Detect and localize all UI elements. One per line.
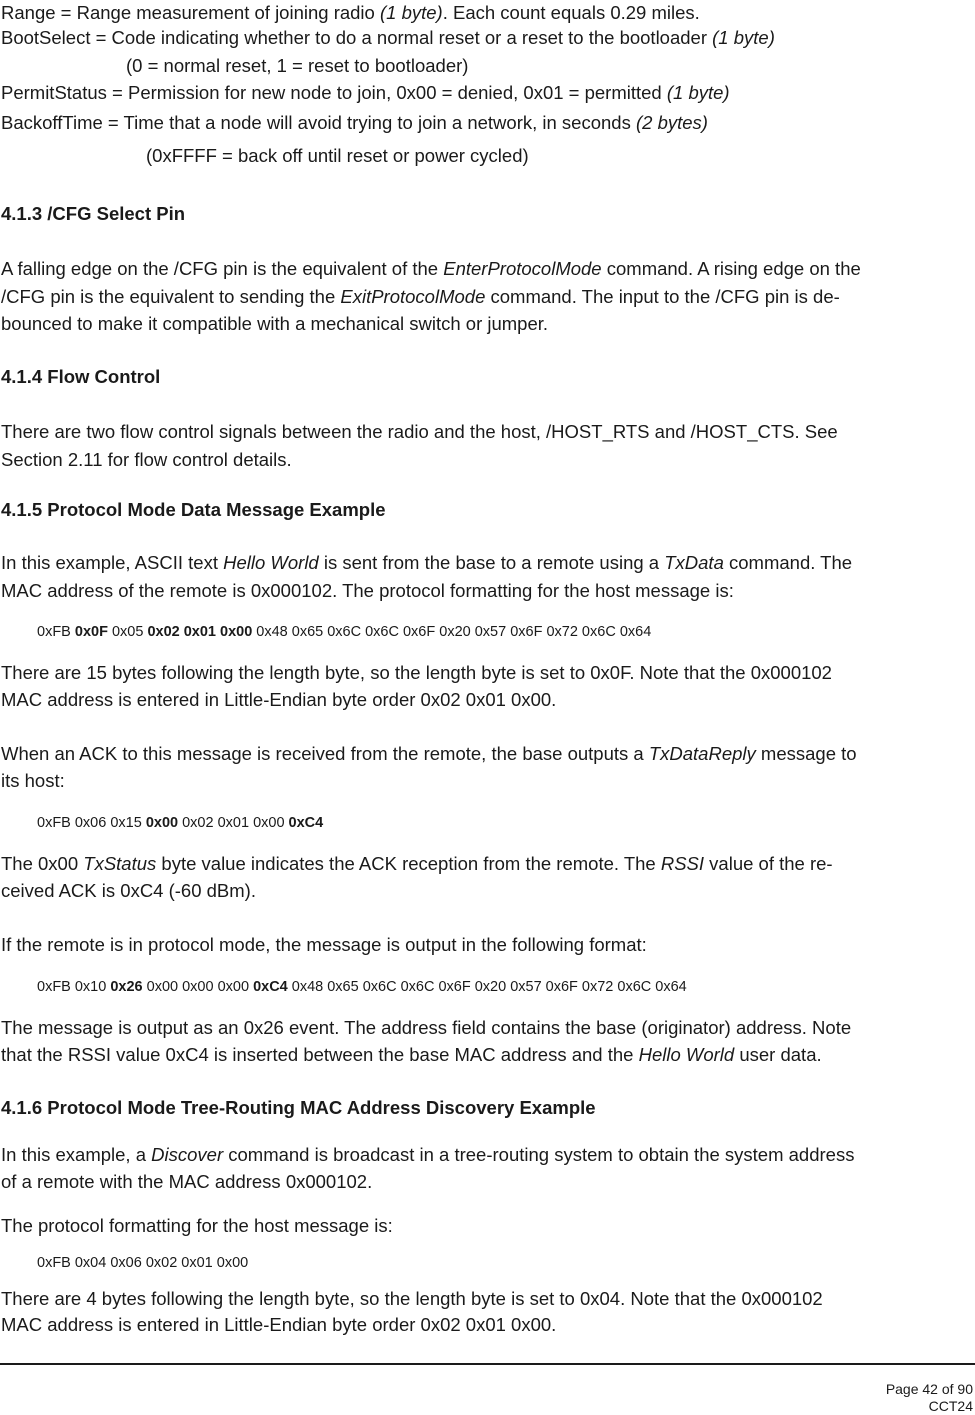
discover-paragraph-line-2: of a remote with the MAC address 0x000102.: [1, 1171, 373, 1192]
section-heading-mac-address-discovery-example: 4.1.6 Protocol Mode Tree-Routing MAC Address Discovery Example: [1, 1097, 596, 1118]
backofftime-definition: BackoffTime = Time that a node will avoid trying to join a network, in seconds (2 bytes): [1, 112, 708, 133]
code-txdata-message: 0xFB 0x0F 0x05 0x02 0x01 0x00 0x48 0x65 0x6C 0x6C 0x6F 0x20 0x57 0x6F 0x72 0x6C 0x64: [37, 624, 652, 640]
txstatus-paragraph-line-1: The 0x00 TxStatus byte value indicates the ACK reception from the remote. The RSSI value of the re-: [1, 853, 833, 874]
document-id: CCT24: [928, 1398, 973, 1414]
data-example-paragraph-line-1: In this example, ASCII text Hello World is sent from the base to a remote using a TxData command. The: [1, 552, 853, 573]
event-paragraph-line-1: The message is output as an 0x26 event. The address field contains the base (originator) address. Note: [1, 1017, 852, 1038]
permitstatus-definition: PermitStatus = Permission for new node to join, 0x00 = denied, 0x01 = permitted (1 byte): [1, 82, 730, 103]
code-txdatareply-message: 0xFB 0x06 0x15 0x00 0x02 0x01 0x00 0xC4: [37, 815, 324, 831]
discover-paragraph-line-1: In this example, a Discover command is broadcast in a tree-routing system to obtain the system address: [1, 1144, 855, 1165]
bootselect-note: (0 = normal reset, 1 = reset to bootloader): [126, 55, 469, 76]
protocol-mode-output-paragraph: If the remote is in protocol mode, the message is output in the following format:: [1, 934, 647, 955]
section-heading-data-message-example: 4.1.5 Protocol Mode Data Message Example: [1, 499, 386, 520]
cfg-paragraph-line-1: A falling edge on the /CFG pin is the equivalent of the EnterProtocolMode command. A rising edge on the: [1, 258, 861, 279]
section-heading-flow-control: 4.1.4 Flow Control: [1, 366, 161, 387]
data-example-paragraph-line-2: MAC address of the remote is 0x000102. The protocol formatting for the host message is:: [1, 580, 734, 601]
ack-paragraph-line-2: its host:: [1, 770, 65, 791]
discover-length-paragraph-line-1: There are 4 bytes following the length byte, so the length byte is set to 0x04. Note that the 0x000102: [1, 1288, 823, 1309]
cfg-paragraph-line-3: bounced to make it compatible with a mechanical switch or jumper.: [1, 313, 549, 334]
flow-paragraph-line-1: There are two flow control signals between the radio and the host, /HOST_RTS and /HOST_CTS. See: [1, 421, 838, 442]
host-message-format-paragraph: The protocol formatting for the host message is:: [1, 1215, 393, 1236]
cfg-paragraph-line-2: /CFG pin is the equivalent to sending the ExitProtocolMode command. The input to the /CFG pin is de-: [1, 286, 840, 307]
length-paragraph-line-1: There are 15 bytes following the length byte, so the length byte is set to 0x0F. Note that the 0x000102: [1, 662, 832, 683]
section-heading-cfg-select-pin: 4.1.3 /CFG Select Pin: [1, 203, 186, 224]
page-number: Page 42 of 90: [885, 1381, 973, 1397]
code-event-message: 0xFB 0x10 0x26 0x00 0x00 0x00 0xC4 0x48 0x65 0x6C 0x6C 0x6F 0x20 0x57 0x6F 0x72 0x6C 0x64: [37, 979, 687, 995]
backofftime-note: (0xFFFF = back off until reset or power cycled): [146, 145, 529, 166]
discover-length-paragraph-line-2: MAC address is entered in Little-Endian byte order 0x02 0x01 0x00.: [1, 1314, 557, 1335]
bootselect-definition: BootSelect = Code indicating whether to do a normal reset or a reset to the bootloader (1 byte): [1, 27, 775, 48]
length-paragraph-line-2: MAC address is entered in Little-Endian byte order 0x02 0x01 0x00.: [1, 689, 557, 710]
event-paragraph-line-2: that the RSSI value 0xC4 is inserted between the base MAC address and the Hello World user data.: [1, 1044, 822, 1065]
range-definition: Range = Range measurement of joining radio (1 byte). Each count equals 0.29 miles.: [1, 2, 700, 23]
ack-paragraph-line-1: When an ACK to this message is received from the remote, the base outputs a TxDataReply message to: [1, 743, 857, 764]
code-discover-message: 0xFB 0x04 0x06 0x02 0x01 0x00: [37, 1255, 249, 1271]
txstatus-paragraph-line-2: ceived ACK is 0xC4 (-60 dBm).: [1, 880, 256, 901]
flow-paragraph-line-2: Section 2.11 for flow control details.: [1, 449, 292, 470]
footer-divider: [0, 1363, 975, 1365]
